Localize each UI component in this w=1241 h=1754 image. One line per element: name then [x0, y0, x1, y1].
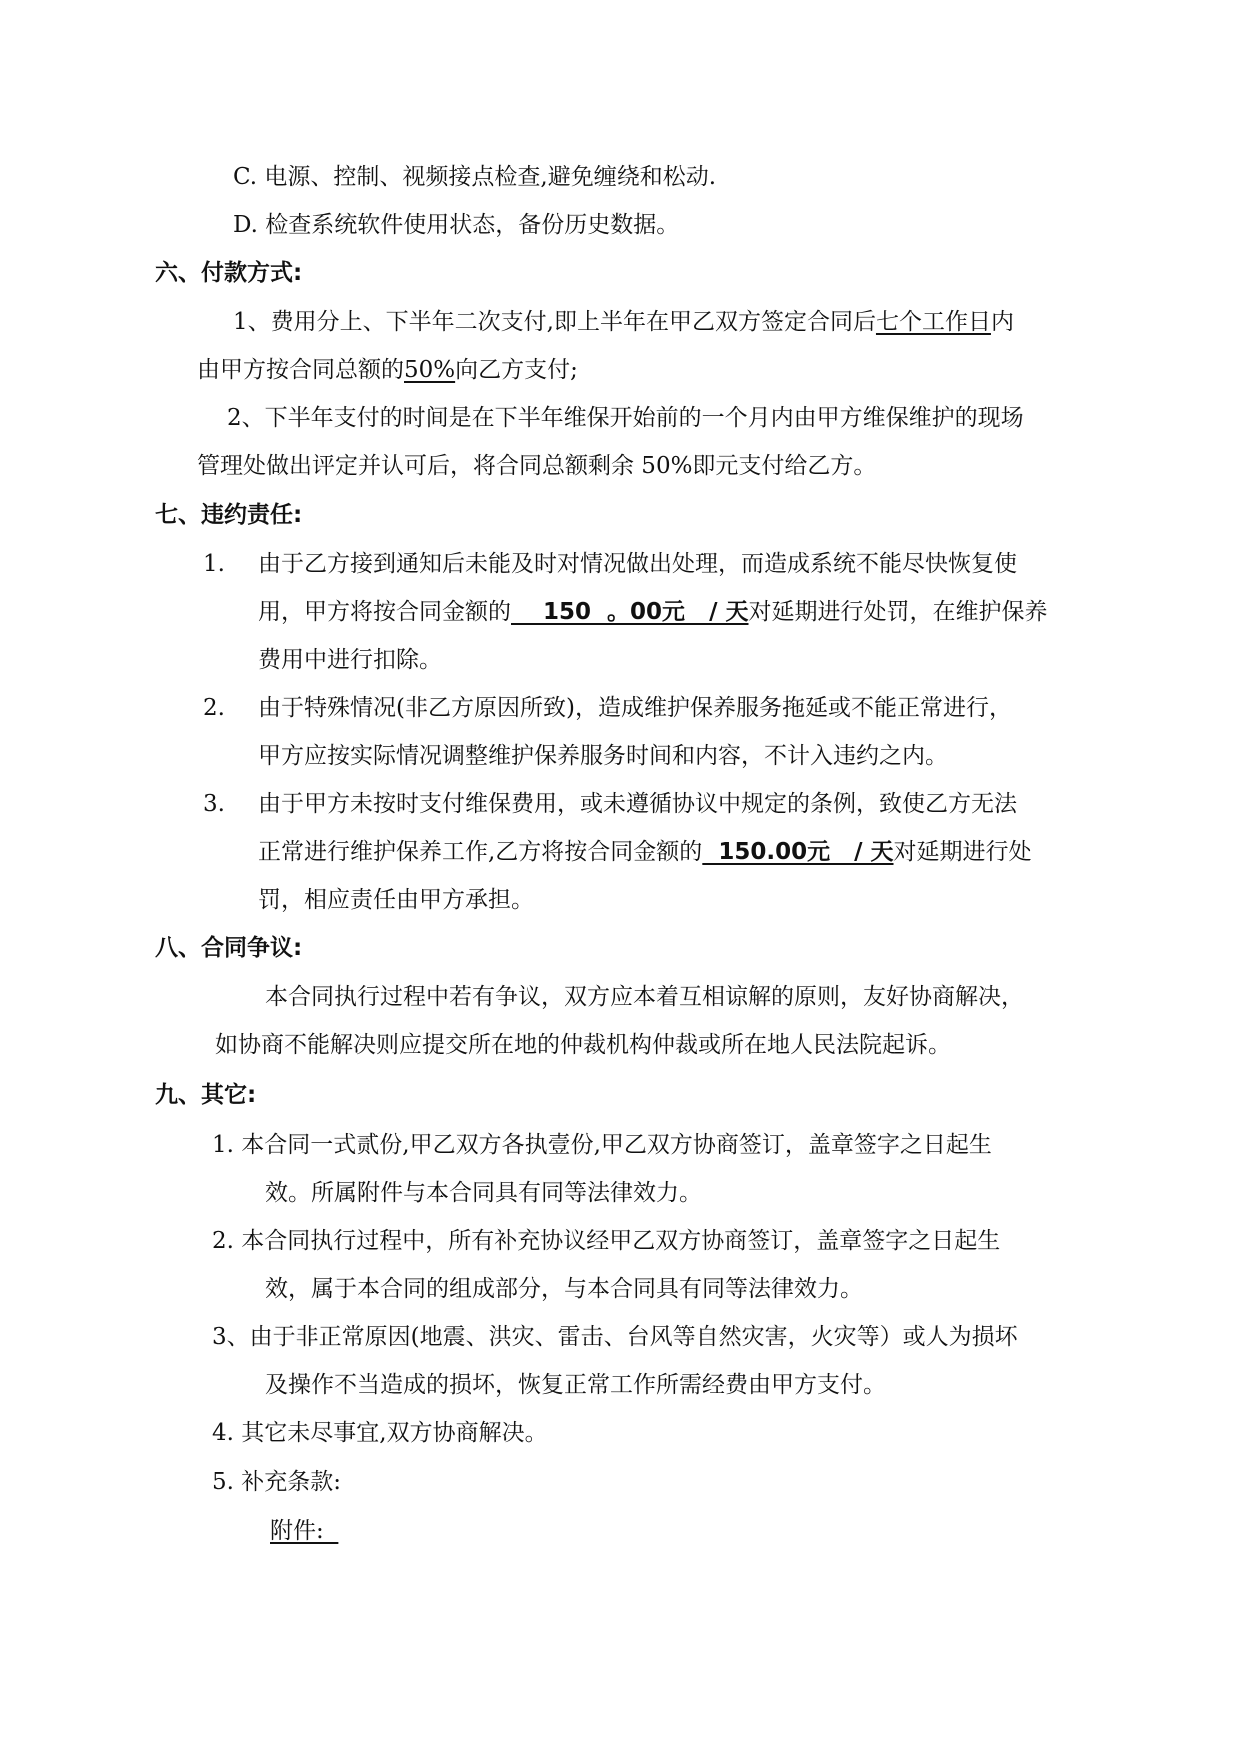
payment-clause-1-text-b: 内 [990, 309, 1014, 335]
payment-clause-2-line-2: 管理处做出评定并认可后，将合同总额剩余 50%即元支付给乙方。 [197, 453, 877, 479]
payment-percent-value: 50% [404, 357, 456, 383]
section-heading-other: 九、其它: [155, 1082, 257, 1108]
liability-item-2-line-2: 甲方应按实际情况调整维护保养服务时间和内容，不计入违约之内。 [258, 743, 948, 769]
liability-item-3-line-2 [258, 837, 1032, 867]
liability-item-3-line-1: 由于甲方未按时支付维保费用，或未遵循协议中规定的条例，致使乙方无法 [258, 791, 1017, 817]
section-heading-liability: 七、违约责任: [155, 502, 303, 528]
liability-item-3-line-3: 罚，相应责任由甲方承担。 [258, 887, 534, 913]
liability-item-1-text-b: 对延期进行处罚，在维护保养 [748, 599, 1048, 625]
dispute-line-2: 如协商不能解决则应提交所在地的仲裁机构仲裁或所在地人民法院起诉。 [215, 1032, 951, 1058]
other-item-1-line-1: 1. 本合同一式贰份,甲乙双方各执壹份,甲乙双方协商签订，盖章签字之日起生 [212, 1132, 992, 1158]
penalty-amount-value-2: 150.00元 / 天 [702, 839, 894, 865]
penalty-amount-value-1: 150 。00元 / 天 [511, 599, 749, 625]
other-item-4: 4. 其它未尽事宜,双方协商解决。 [212, 1420, 548, 1446]
attachment-label: 附件: [270, 1518, 339, 1544]
liability-item-2-number: 2. [203, 695, 225, 721]
other-item-3-line-1: 3、由于非正常原因(地震、洪灾、雷击、台风等自然灾害，火灾等）或人为损坏 [212, 1324, 1018, 1350]
payment-deadline-value: 七个工作日 [875, 309, 991, 335]
liability-item-3-text-a: 正常进行维护保养工作,乙方将按合同金额的 [258, 839, 703, 865]
other-item-5: 5. 补充条款: [212, 1469, 342, 1495]
liability-item-1-line-1: 由于乙方接到通知后未能及时对情况做出处理，而造成系统不能尽快恢复使 [258, 551, 1017, 577]
liability-item-1-line-3: 费用中进行扣除。 [258, 647, 442, 673]
payment-clause-1-text-d: 向乙方支付; [455, 357, 578, 383]
other-item-2-line-1: 2. 本合同执行过程中，所有补充协议经甲乙双方协商签订，盖章签字之日起生 [212, 1228, 1001, 1254]
dispute-line-1: 本合同执行过程中若有争议，双方应本着互相谅解的原则，友好协商解决， [265, 984, 1024, 1010]
section-heading-dispute: 八、合同争议: [155, 935, 303, 961]
maintenance-item-d: D. 检查系统软件使用状态，备份历史数据。 [233, 212, 680, 238]
liability-item-3-number: 3. [203, 791, 225, 817]
liability-item-1-text-a: 用，甲方将按合同金额的 [258, 599, 511, 625]
other-item-1-line-2: 效。所属附件与本合同具有同等法律效力。 [265, 1180, 702, 1206]
maintenance-item-c: C. 电源、控制、视频接点检查,避免缠绕和松动. [233, 164, 717, 190]
section-heading-payment: 六、付款方式: [155, 260, 303, 286]
other-item-3-line-2: 及操作不当造成的损坏，恢复正常工作所需经费由甲方支付。 [265, 1372, 886, 1398]
payment-clause-1-text-c: 由甲方按合同总额的 [197, 357, 404, 383]
payment-clause-1-line-1 [233, 307, 1014, 337]
payment-clause-1-text-a: 1、费用分上、下半年二次支付,即上半年在甲乙双方签定合同后 [233, 309, 876, 335]
payment-clause-2-line-1: 2、下半年支付的时间是在下半年维保开始前的一个月内由甲方维保维护的现场 [227, 405, 1024, 431]
payment-clause-1-line-2 [197, 355, 578, 385]
liability-item-3-text-b: 对延期进行处 [893, 839, 1032, 865]
liability-item-1-line-2 [258, 597, 1048, 627]
liability-item-1-number: 1. [203, 551, 225, 577]
liability-item-2-line-1: 由于特殊情况(非乙方原因所致)，造成维护保养服务拖延或不能正常进行， [258, 695, 1012, 721]
other-item-2-line-2: 效，属于本合同的组成部分，与本合同具有同等法律效力。 [265, 1276, 863, 1302]
